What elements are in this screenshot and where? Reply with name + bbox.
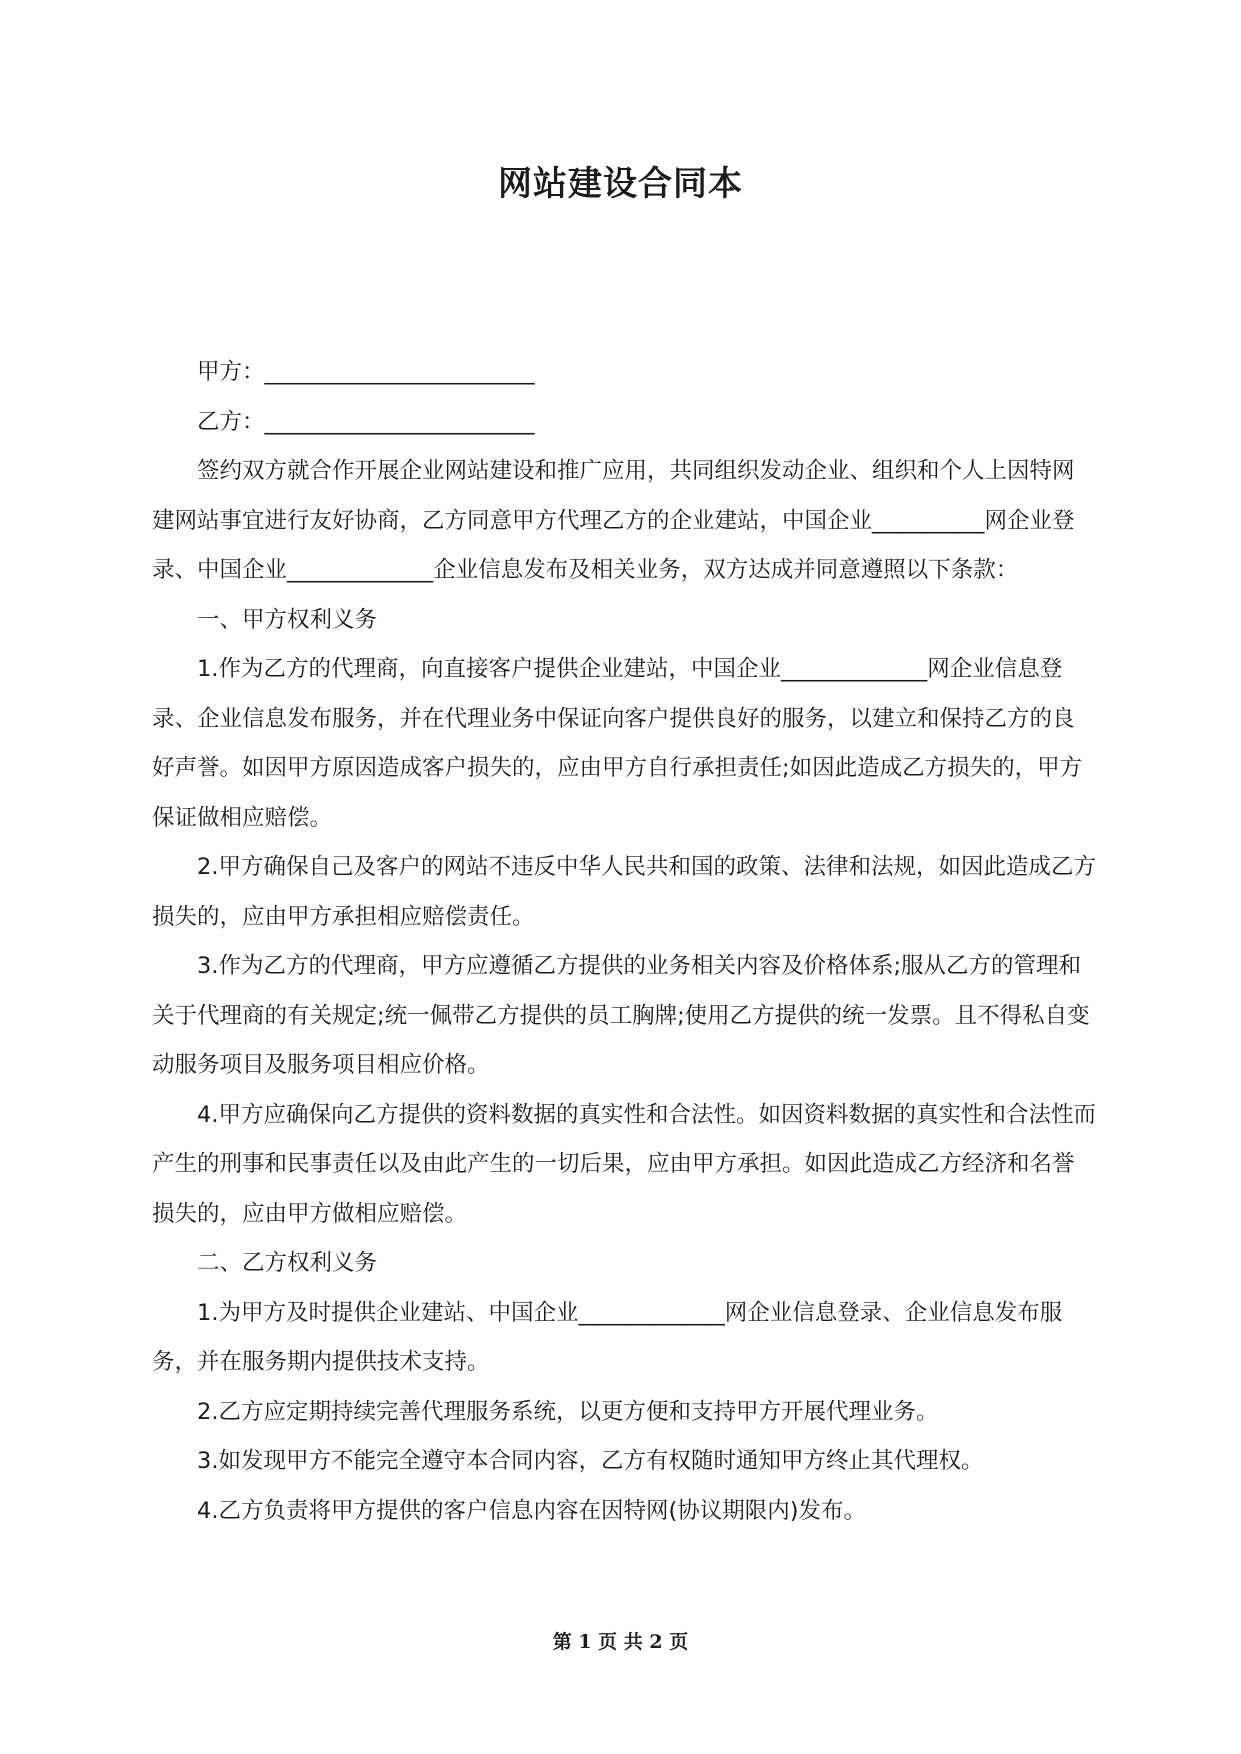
party-a-field: 甲方：________________________ bbox=[197, 359, 535, 385]
party-a-clause-2: 2.甲方确保自己及客户的网站不违反中华人民共和国的政策、法律和法规，如因此造成乙方损失的，应由甲方承担相应赔偿责任。 bbox=[152, 854, 1096, 930]
intro-paragraph: 签约双方就合作开展企业网站建设和推广应用，共同组织发动企业、组织和个人上因特网建网站事宜进行友好协商，乙方同意甲方代理乙方的企业建站，中国企业__________网企业登录、中国企业_____________企业信息发布及相关业务，双方达成并同意遵照以下条款： bbox=[152, 458, 1075, 583]
party-a-clause-4: 4.甲方应确保向乙方提供的资料数据的真实性和合法性。如因资料数据的真实性和合法性而产生的刑事和民事责任以及由此产生的一切后果，应由甲方承担。如因此造成乙方经济和名誉损失的，应由甲方做相应赔偿。 bbox=[152, 1101, 1096, 1227]
page-number: 第 1 页 共 2 页 bbox=[552, 1631, 689, 1653]
party-b-clause-2: 2.乙方应定期持续完善代理服务系统，以更方便和支持甲方开展代理业务。 bbox=[197, 1398, 939, 1425]
party-b-clause-3: 3.如发现甲方不能完全遵守本合同内容，乙方有权随时通知甲方终止其代理权。 bbox=[197, 1448, 984, 1474]
document-body bbox=[152, 348, 1096, 1536]
party-a-clause-3: 3.作为乙方的代理商，甲方应遵循乙方提供的业务相关内容及价格体系;服从乙方的管理和关于代理商的有关规定;统一佩带乙方提供的员工胸牌;使用乙方提供的统一发票。且不得私自变动服务项目及服务项目相应价格。 bbox=[152, 953, 1090, 1078]
party-a-clause-1: 1.作为乙方的代理商，向直接客户提供企业建站，中国企业_____________网企业信息登录、企业信息发布服务，并在代理业务中保证向客户提供良好的服务，以建立和保持乙方的良好声誉。如因甲方原因造成客户损失的，应由甲方自行承担责任;如因此造成乙方损失的，甲方保证做相应赔偿。 bbox=[152, 656, 1083, 831]
party-b-field: 乙方：________________________ bbox=[197, 408, 535, 435]
section-heading-party-a: 一、甲方权利义务 bbox=[197, 606, 378, 633]
party-b-clause-4: 4.乙方负责将甲方提供的客户信息内容在因特网(协议期限内)发布。 bbox=[197, 1497, 867, 1524]
section-heading-party-b: 二、乙方权利义务 bbox=[197, 1250, 378, 1276]
document-title: 网站建设合同本 bbox=[498, 164, 743, 204]
party-b-clause-1: 1.为甲方及时提供企业建站、中国企业_____________网企业信息登录、企业信息发布服务，并在服务期内提供技术支持。 bbox=[152, 1299, 1063, 1375]
